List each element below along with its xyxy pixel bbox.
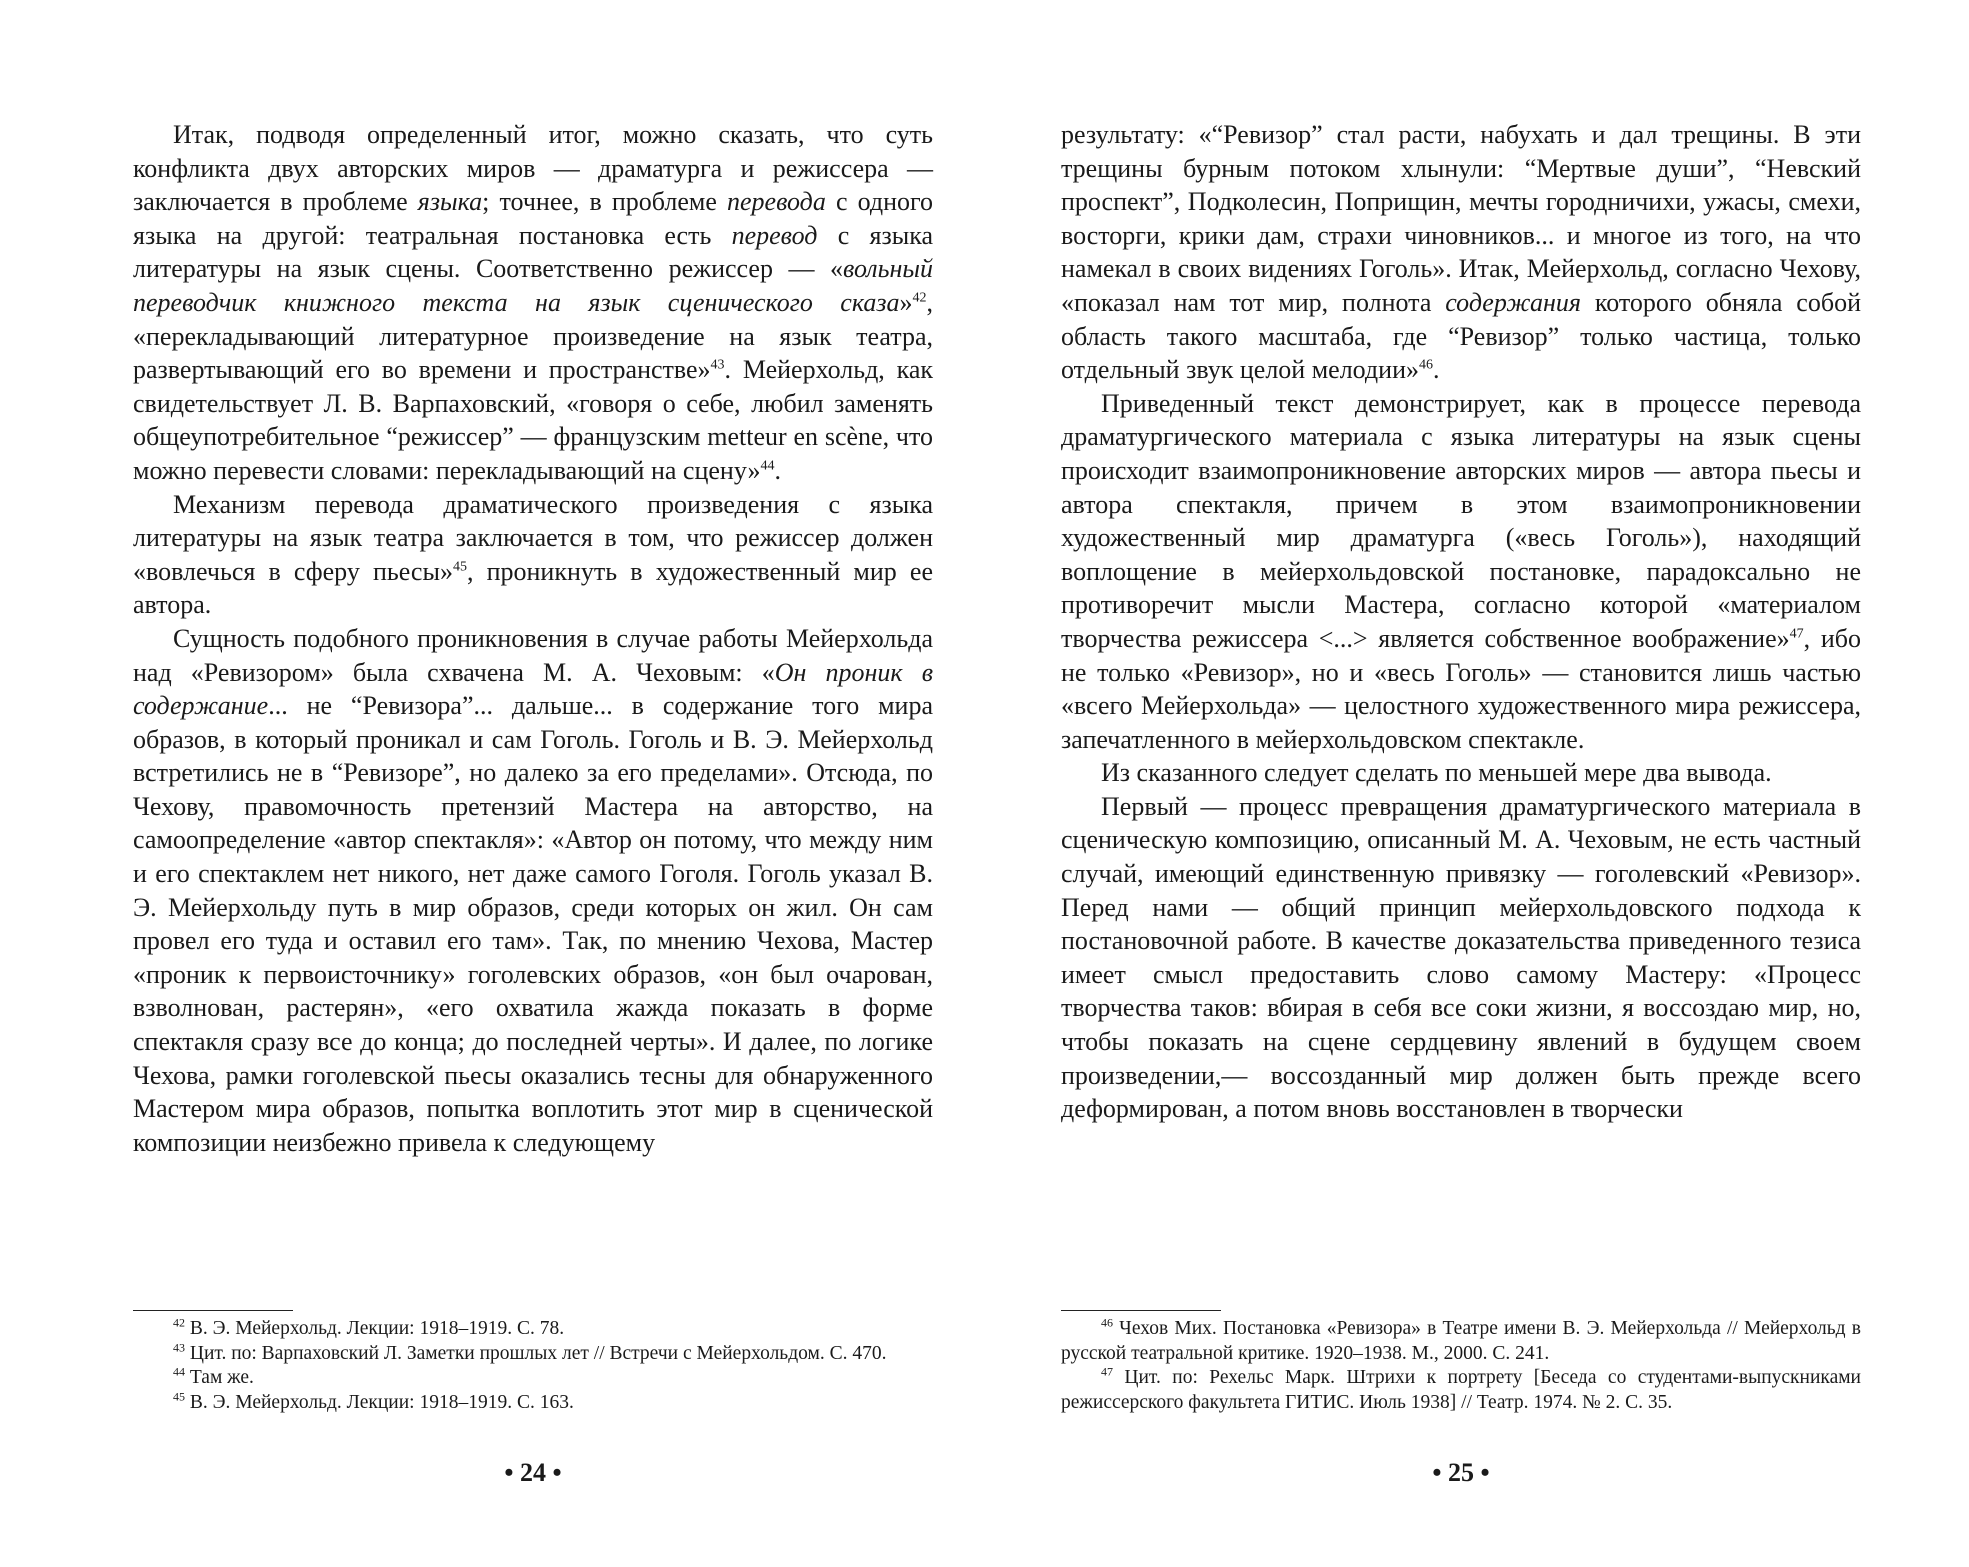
emphasis: вольный переводчик книжного текста на язык сценического сказа [133,254,933,317]
text-run: Чехов Мих. Постановка «Ревизора» в Театре имени В. Э. Мейерхольда // Мейерхольд в русской театральной критике. 1920–1938. М., 2000. С. 241. [1061,1318,1861,1364]
text-run: Цит. по: Варпаховский Л. Заметки прошлых лет // Встречи с Мейерхольдом. С. 470. [185,1342,887,1364]
text-run: Цит. по: Рехельс Марк. Штрихи к портрету [Беседа со студентами-выпускниками режиссерского факультета ГИТИС. Июль 1938] // Театр. 1974. № 2. С. 35. [1061,1367,1861,1413]
left-paragraph [133,118,933,488]
left-page-body [133,118,933,1306]
footnote [133,1366,933,1391]
footnote [133,1317,933,1342]
footnote-ref: 44 [760,458,775,474]
emphasis: языка [417,187,483,217]
emphasis: перевода [727,187,826,217]
footnote-ref: 46 [1418,357,1433,373]
text-run: . Мейерхольд, как свидетельствует Л. В. Варпаховский, «говоря о себе, любил заменять общеупотребительное “режиссер” — французским metteur en scène, что можно перевести словами: перекладывающий на сцену» [133,355,933,485]
page-number: • 25 • [1432,1458,1490,1487]
right-paragraph [1061,756,1861,790]
text-run: результату: «“Ревизор” стал расти, набухать и дал трещины. В эти трещины бурным потоком хлынули: “Мертвые души”, “Невский проспект”, Подколесин, Поприщин, мечты городничихи, ужасы, смехи, восторги, крики дам, страхи чиновников... и многое из того, на что намекал в своих видениях Гоголь». Итак, Мейерхольд, согласно Чехову, «показал нам тот мир, полнота [1061,120,1861,317]
text-run: Из сказанного следует сделать по меньшей мере два вывода. [1101,758,1772,788]
left-paragraph [133,488,933,622]
text-run: . [1432,355,1440,385]
text-run: В. Э. Мейерхольд. Лекции: 1918–1919. С. 78. [185,1318,565,1339]
footnote-ref: 47 [1789,626,1804,642]
text-run: » [899,287,913,317]
right-footnotes [1061,1317,1861,1415]
footnote-ref: 45 [173,1389,185,1403]
text-run: . [774,455,781,485]
text-run: В. Э. Мейерхольд. Лекции: 1918–1919. С. 163. [185,1391,574,1413]
right-paragraph [1061,118,1861,387]
right-paragraph [1061,387,1861,757]
text-run: Там же. [185,1367,254,1388]
emphasis: содержания [1445,287,1582,317]
emphasis: Он проник в содержание [133,657,933,721]
text-run: которого обняла собой область такого масштаба, где “Ревизор” только частица, только отдельный звук целой мелодии» [1061,287,1861,385]
footnote [133,1342,933,1367]
page-number: • 24 • [504,1458,562,1487]
footnote-ref: 43 [173,1340,185,1354]
text-run: с языка литературы на язык сцены. Соответственно режиссер — « [133,220,933,284]
left-page [133,118,933,1415]
footnote-separator [1061,1310,1221,1311]
left-paragraph [133,622,933,1160]
text-run: , ибо не только «Ревизор», но и «весь Гоголь» — становится лишь частью «всего Мейерхольда» — целостного художественного мира режиссера, запечатленного в мейерхольдовском спектакле. [1061,623,1861,754]
right-page [1061,118,1861,1415]
text-run: Механизм перевода драматического произведения с языка литературы на язык театра заключается в том, что режиссер должен «вовлечься в сферу пьесы» [133,489,933,586]
footnote-ref: 46 [1101,1315,1113,1330]
right-paragraph [1061,790,1861,1126]
footnote [1061,1366,1861,1415]
footnote-ref: 43 [710,357,725,373]
text-run: с одного языка на другой: театральная постановка есть [133,187,934,250]
footnote-ref: 42 [912,290,927,306]
text-run: Приведенный текст демонстрирует, как в процессе перевода драматургического материала с языка литературы на язык сцены происходит взаимопроникновение авторских миров — автора пьесы и автора спектакля, причем в этом взаимопроникновении художественный мир драматурга («весь Гоголь»), находящий воплощение в мейерхольдовской постановке, парадоксально не противоречит мысли Мастера, согласно которой «материалом творчества режиссера <...> является собственное воображение» [1061,388,1861,653]
footnote-ref: 42 [173,1315,185,1330]
text-run: Сущность подобного проникновения в случае работы Мейерхольда над «Ревизором» была схвачена М. А. Чеховым: « [133,623,933,687]
footnote [133,1391,933,1416]
footnote [1061,1317,1861,1366]
right-page-body [1061,118,1861,1306]
left-footnotes [133,1317,933,1415]
footnote-ref: 47 [1101,1364,1113,1379]
footnote-separator [133,1310,293,1311]
text-run: ... не “Ревизора”... дальше... в содержание того мира образов, в который проникал и сам Гоголь. Гоголь и В. Э. Мейерхольд встретились не в “Ревизоре”, но далеко за его пределами». Отсюда, по Чехову, правомочность претензий Мастера на авторство, на самоопределение «автор спектакля»: «Автор он потому, что между ним и его спектаклем нет никого, нет даже самого Гоголя. Гоголь указал В. Э. Мейерхольду путь в мир образов, среди которых он жил. Он сам провел его туда и оставил его там». Так, по мнению Чехова, Мастер «проник к первоисточнику» гоголевских образов, «он был очарован, взволнован, растерян», «его охватила жажда показать в форме спектакля сразу все до конца; до последней черты». И далее, по логике Чехова, рамки гоголевской пьесы оказались тесны для обнаруженного Мастером мира образов, попытка воплотить этот мир в сценической композиции неизбежно привела к следующему [133,691,933,1157]
text-run: , проникнуть в художественный мир ее автора. [133,556,933,620]
footnote-ref: 45 [452,559,467,575]
footnote-ref: 44 [173,1364,185,1379]
text-run: Первый — процесс превращения драматургического материала в сценическую композицию, описанный М. А. Чеховым, не есть частный случай, имеющий единственную привязку — гоголевский «Ревизор». Перед нами — общий принцип мейерхольдовского подхода к постановочной работе. В качестве доказательства приведенного тезиса имеет смысл предоставить слово самому Мастеру: «Процесс творчества таков: вбирая в себя все соки жизни, я воссоздаю мир, но, чтобы показать на сцене сердцевину явлений в будущем своем произведении,— воссозданный мир должен быть прежде всего деформирован, а потом вновь восстановлен в творчески [1061,791,1861,1124]
text-run: ; точнее, в проблеме [482,187,727,217]
emphasis: перевод [731,220,818,250]
text-run: , «перекладывающий литературное произведение на язык театра, развертывающий его во времени и пространстве» [133,287,933,385]
text-run: Итак, подводя определенный итог, можно сказать, что суть конфликта двух авторских миров — драматурга и режиссера — заключается в проблеме [133,120,933,217]
